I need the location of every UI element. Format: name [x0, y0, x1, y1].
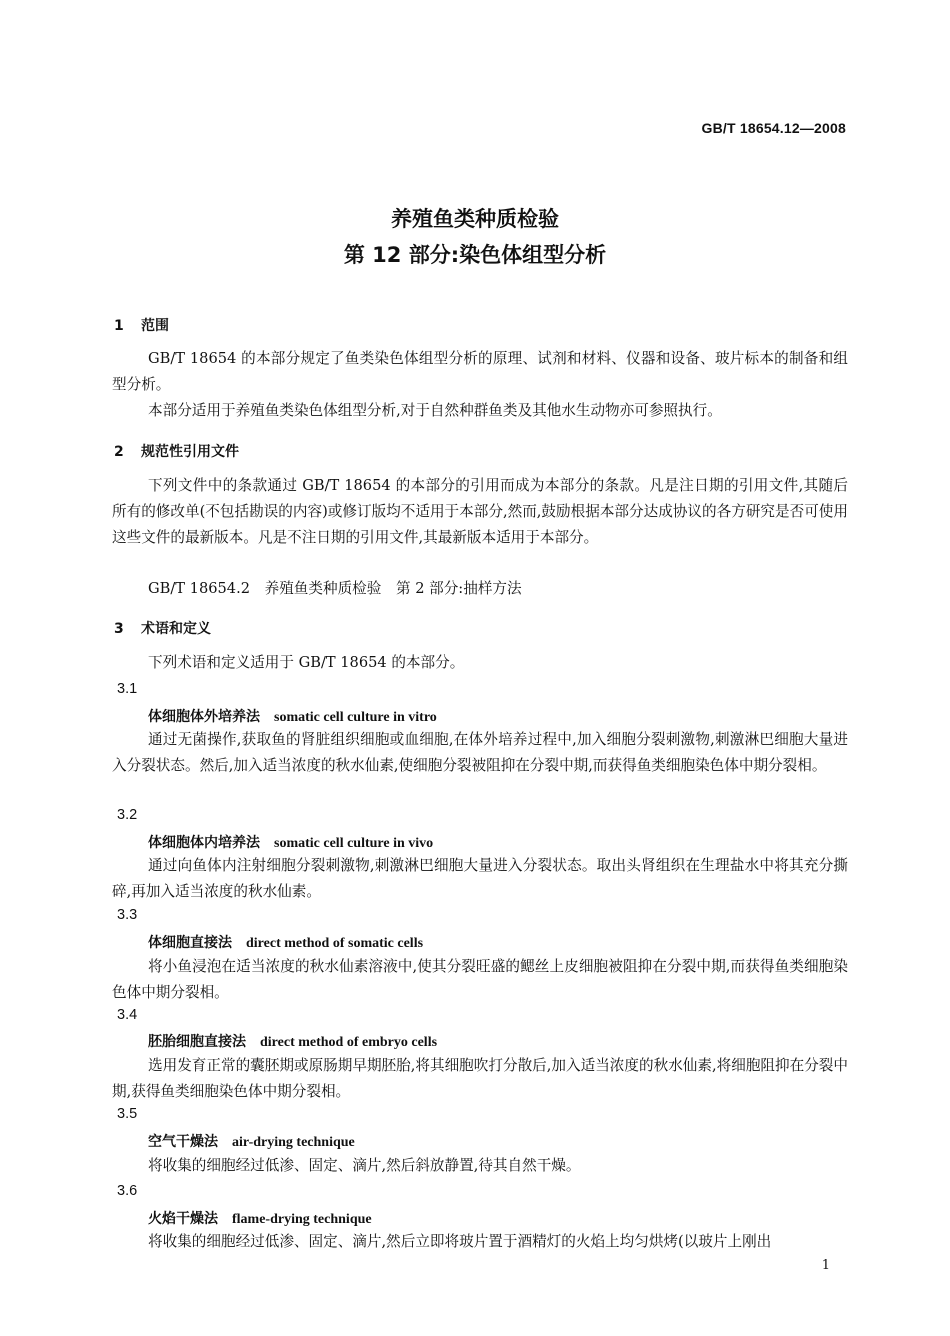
- paragraph: GB/T 18654 的本部分规定了鱼类染色体组型分析的原理、试剂和材料、仪器和设备、玻片标本的制备和组型分析。: [112, 350, 848, 393]
- section-number: 2: [114, 444, 124, 460]
- term-definition: 通过无菌操作,获取鱼的肾脏组织细胞或血细胞,在体外培养过程中,加入细胞分裂刺激物,刺激淋巴细胞大量进入分裂状态。然后,加入适当浓度的秋水仙素,使细胞分裂被阻抑在分裂中期,而获得鱼类细胞染色体中期分裂相。: [112, 731, 848, 774]
- page-number: 1: [821, 1258, 830, 1273]
- term-number: 3.2: [117, 807, 138, 823]
- section-heading: [114, 618, 211, 638]
- term-definition: 将小鱼浸泡在适当浓度的秋水仙素溶液中,使其分裂旺盛的鳃丝上皮细胞被阻抑在分裂中期,而获得鱼类细胞染色体中期分裂相。: [112, 958, 848, 1001]
- section-number: 1: [114, 318, 124, 334]
- term-cn: 空气干燥法: [148, 1134, 218, 1150]
- section-number: 3: [114, 621, 124, 637]
- term-cn: 体细胞体内培养法: [148, 835, 260, 851]
- term-number: 3.3: [117, 907, 138, 923]
- term-heading: [148, 1031, 437, 1051]
- term-cn: 体细胞体外培养法: [148, 709, 260, 725]
- term-heading: [148, 932, 423, 952]
- document-code: GB/T 18654.12—2008: [701, 120, 846, 136]
- term-definition: 将收集的细胞经过低渗、固定、滴片,然后立即将玻片置于酒精灯的火焰上均匀烘烤(以玻片上刚出: [148, 1233, 772, 1250]
- term-number: 3.5: [117, 1106, 138, 1122]
- section-title: 术语和定义: [141, 621, 211, 637]
- section-heading: [114, 441, 239, 461]
- normative-reference: GB/T 18654.2 养殖鱼类种质检验 第 2 部分:抽样方法: [148, 580, 522, 597]
- term-cn: 火焰干燥法: [148, 1211, 218, 1227]
- term-heading: [148, 1208, 372, 1228]
- title-line-1: 养殖鱼类种质检验: [391, 207, 559, 231]
- section-heading: [114, 315, 169, 335]
- title-line-2: 第 12 部分:染色体组型分析: [343, 243, 607, 267]
- term-definition: 将收集的细胞经过低渗、固定、滴片,然后斜放静置,待其自然干燥。: [148, 1157, 581, 1174]
- term-heading: [148, 706, 437, 726]
- term-heading: [148, 1131, 355, 1151]
- paragraph: 本部分适用于养殖鱼类染色体组型分析,对于自然种群鱼类及其他水生动物亦可参照执行。: [148, 402, 722, 419]
- term-cn: 体细胞直接法: [148, 935, 232, 951]
- term-number: 3.6: [117, 1183, 138, 1199]
- term-en: flame-drying technique: [232, 1212, 372, 1227]
- section-title: 范围: [141, 318, 169, 334]
- term-definition: 选用发育正常的囊胚期或原肠期早期胚胎,将其细胞吹打分散后,加入适当浓度的秋水仙素,将细胞阻抑在分裂中期,获得鱼类细胞染色体中期分裂相。: [112, 1057, 848, 1100]
- term-number: 3.1: [117, 681, 138, 697]
- term-heading: [148, 832, 433, 852]
- term-definition: 通过向鱼体内注射细胞分裂刺激物,刺激淋巴细胞大量进入分裂状态。取出头肾组织在生理盐水中将其充分撕碎,再加入适当浓度的秋水仙素。: [112, 857, 848, 900]
- term-cn: 胚胎细胞直接法: [148, 1034, 246, 1050]
- term-en: direct method of embryo cells: [260, 1035, 438, 1050]
- term-number: 3.4: [117, 1007, 138, 1023]
- term-en: air-drying technique: [232, 1135, 355, 1150]
- section-title: 规范性引用文件: [141, 444, 239, 460]
- term-en: direct method of somatic cells: [246, 936, 424, 951]
- paragraph: 下列术语和定义适用于 GB/T 18654 的本部分。: [148, 654, 465, 671]
- term-en: somatic cell culture in vitro: [274, 710, 437, 725]
- paragraph: 下列文件中的条款通过 GB/T 18654 的本部分的引用而成为本部分的条款。凡是注日期的引用文件,其随后所有的修改单(不包括勘误的内容)或修订版均不适用于本部分,然而,鼓励根据本部分达成协议的各方研究是否可使用这些文件的最新版本。凡是不注日期的引用文件,其最新版本适用于本部分。: [112, 477, 848, 546]
- term-en: somatic cell culture in vivo: [274, 836, 434, 851]
